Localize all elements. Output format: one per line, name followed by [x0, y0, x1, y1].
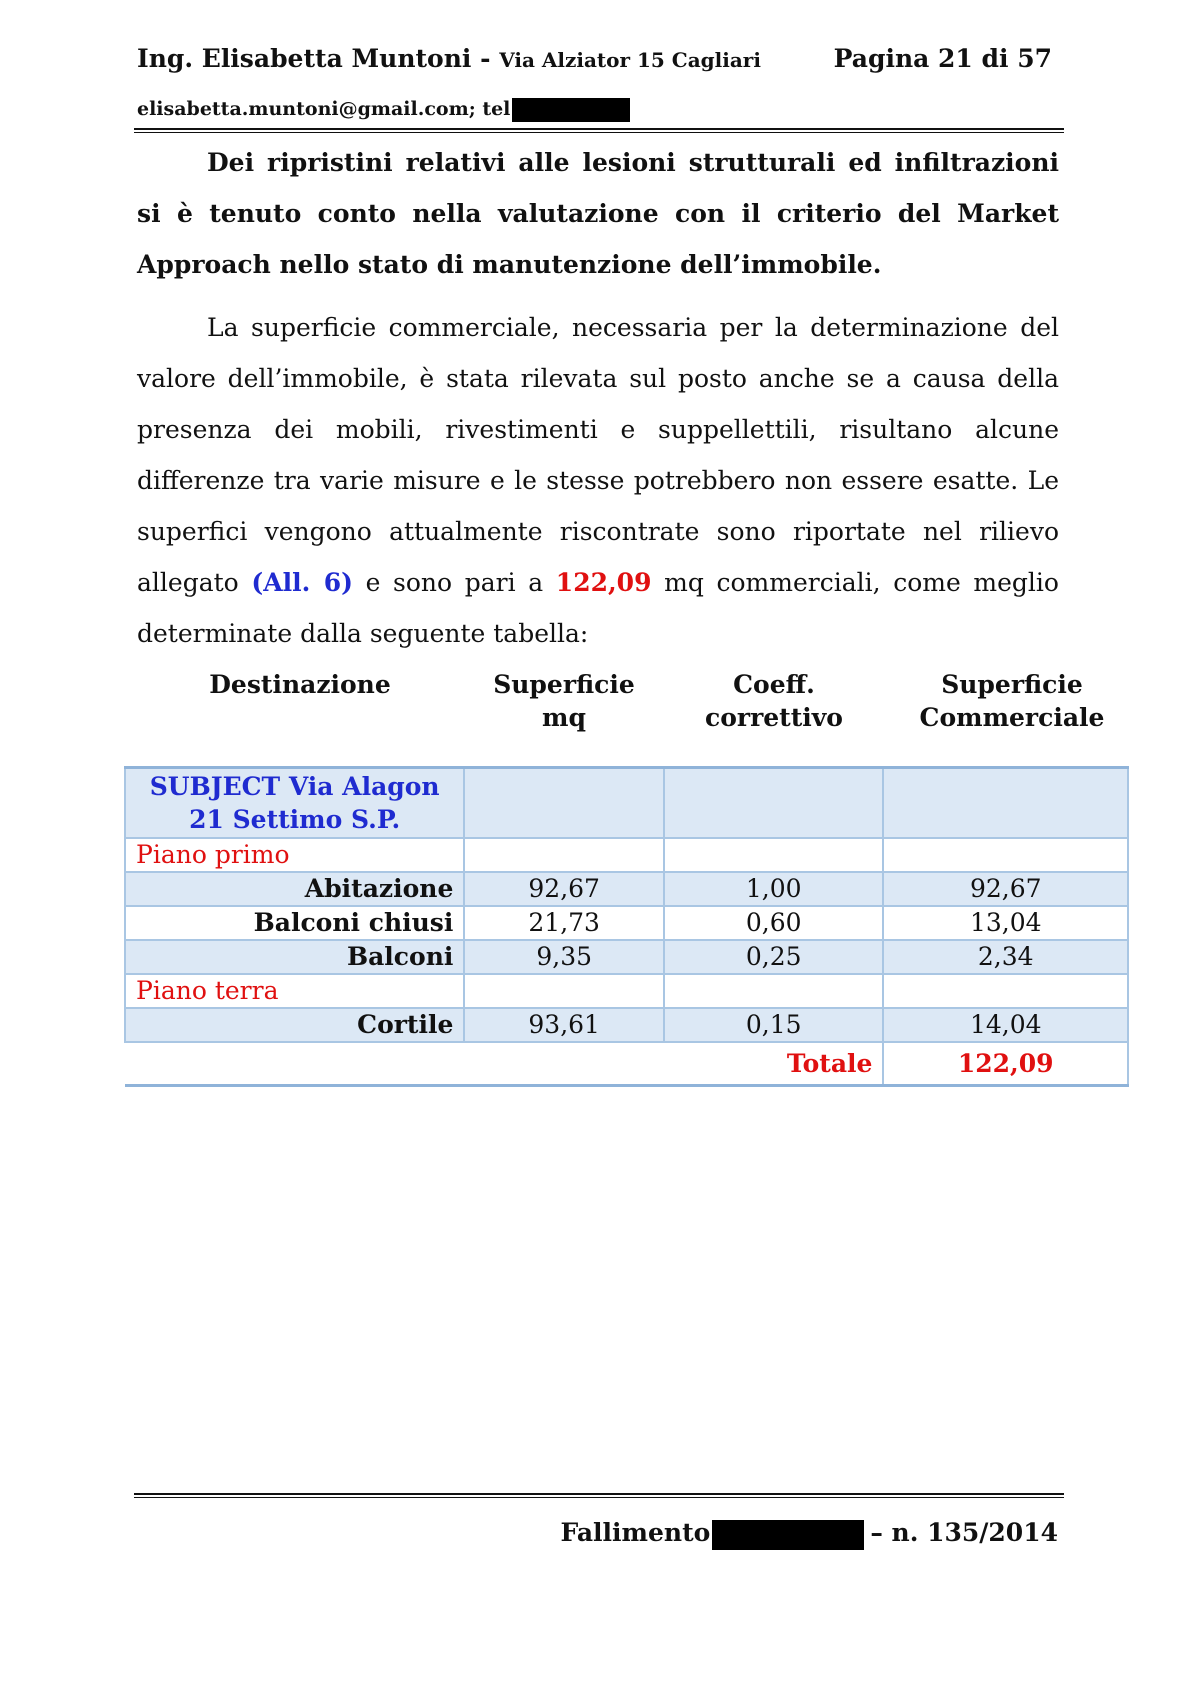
- surface-table: [124, 766, 1129, 1087]
- author-email: elisabetta.muntoni@gmail.com; tel: [137, 98, 511, 120]
- footer-case: [560, 1518, 1058, 1550]
- row-coeff: 0,60: [664, 906, 883, 940]
- author-address: Via Alziator 15 Cagliari: [499, 48, 761, 72]
- table-row: [125, 872, 1128, 906]
- row-commercial: 92,67: [883, 872, 1128, 906]
- attachment-reference: (All. 6): [251, 568, 353, 597]
- redaction-bar: [712, 1520, 864, 1550]
- col-header-superficie: Superficie mq: [493, 670, 635, 732]
- subject-cell: SUBJECT Via Alagon 21 Settimo S.P.: [125, 768, 464, 838]
- row-surface: 9,35: [464, 940, 664, 974]
- row-surface: 21,73: [464, 906, 664, 940]
- table-row: [125, 906, 1128, 940]
- row-name: Balconi: [125, 940, 464, 974]
- row-commercial: 2,34: [883, 940, 1128, 974]
- row-name: Cortile: [125, 1008, 464, 1042]
- row-surface: 92,67: [464, 872, 664, 906]
- page-number: Pagina 21 di 57: [833, 44, 1052, 73]
- col-header-destinazione: Destinazione: [209, 670, 391, 699]
- row-coeff: 0,25: [664, 940, 883, 974]
- footer-label: Fallimento: [560, 1518, 711, 1547]
- table-row-section: [125, 974, 1128, 1008]
- row-name: Abitazione: [125, 872, 464, 906]
- header-author: [137, 44, 761, 73]
- table-row: [125, 940, 1128, 974]
- row-coeff: 1,00: [664, 872, 883, 906]
- table-row: [125, 1008, 1128, 1042]
- header-rule: [134, 128, 1064, 133]
- row-name: Balconi chiusi: [125, 906, 464, 940]
- header-contact: [137, 98, 630, 122]
- author-name: Ing. Elisabetta Muntoni -: [137, 44, 491, 73]
- paragraph-surface: [137, 302, 1059, 659]
- table-row-total: [125, 1042, 1128, 1086]
- section-piano-primo: Piano primo: [125, 838, 464, 872]
- paragraph-text-a: La superficie commerciale, necessaria per la determinazione del valore dell’immobile, è stata rilevata sul posto anche se a causa della presenza dei mobili, rivestimenti e suppellettili, risultano alcune differenze tra varie misure e le stesse potrebbero non essere esatte. Le superfici vengono attualmente riscontrate sono riportate nel rilievo allegato: [137, 313, 1059, 597]
- paragraph-text-c: mq commerciali, come meglio determinate dalla seguente tabella:: [137, 568, 1059, 648]
- total-label: Totale: [125, 1042, 883, 1086]
- surface-value: 122,09: [555, 568, 652, 597]
- row-surface: 93,61: [464, 1008, 664, 1042]
- footer-number: – n. 135/2014: [870, 1518, 1058, 1547]
- total-value: 122,09: [883, 1042, 1128, 1086]
- table-row-section: [125, 838, 1128, 872]
- redaction-bar: [512, 98, 630, 122]
- row-coeff: 0,15: [664, 1008, 883, 1042]
- paragraph-restorations: Dei ripristini relativi alle lesioni strutturali ed infiltrazioni si è tenuto conto nella valutazione con il criterio del Market Approach nello stato di manutenzione dell’immobile.: [137, 148, 1059, 279]
- paragraph-text-b: e sono pari a: [365, 568, 544, 597]
- table-row-subject: [125, 768, 1128, 838]
- section-piano-terra: Piano terra: [125, 974, 464, 1008]
- row-commercial: 14,04: [883, 1008, 1128, 1042]
- col-header-coeff: Coeff. correttivo: [705, 670, 843, 732]
- col-header-commerciale: Superficie Commerciale: [919, 670, 1105, 732]
- footer-rule: [134, 1493, 1064, 1498]
- row-commercial: 13,04: [883, 906, 1128, 940]
